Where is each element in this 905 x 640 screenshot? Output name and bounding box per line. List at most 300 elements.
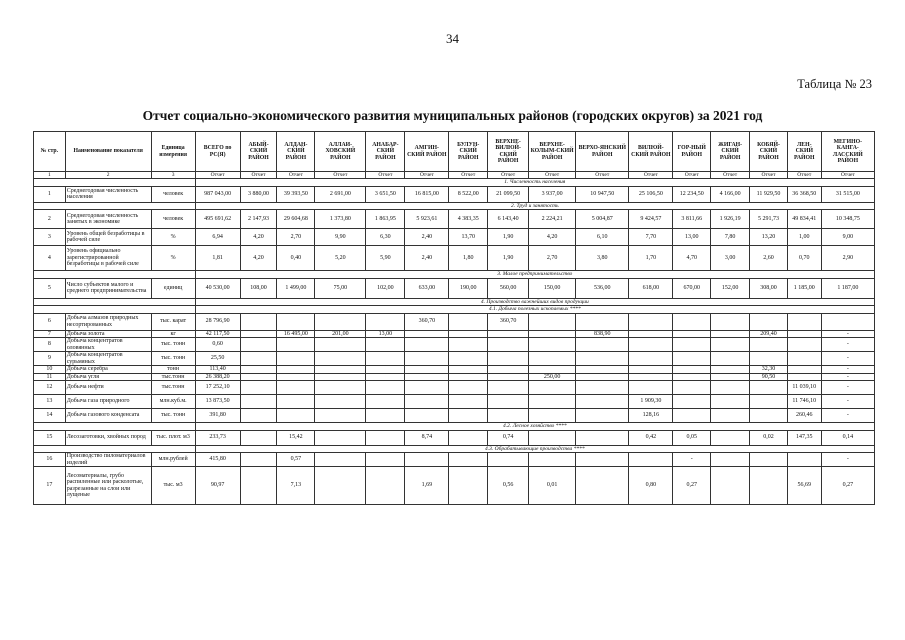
- value-cell: 2 224,21: [529, 210, 576, 229]
- value-cell: [529, 395, 576, 409]
- value-cell: [673, 373, 711, 381]
- column-subheader: Отчет: [711, 172, 750, 179]
- value-cell: [366, 467, 405, 505]
- indicator-name: Уровень общей безработицы в рабочей силе: [65, 229, 151, 246]
- indicator-name: Добыча нефти: [65, 381, 151, 395]
- column-subheader: 2: [65, 172, 151, 179]
- report-title: Отчет социально-экономического развития муниципальных районов (городских округов) за 2021 год: [142, 108, 763, 123]
- value-cell: [240, 352, 277, 366]
- value-cell: -: [821, 453, 874, 467]
- value-cell: [315, 366, 366, 374]
- value-cell: 3,00: [711, 246, 750, 271]
- row-number: 8: [34, 338, 66, 352]
- value-cell: [673, 313, 711, 330]
- value-cell: [315, 313, 366, 330]
- data-row: [34, 381, 875, 395]
- value-cell: [711, 366, 750, 374]
- indicator-name: Добыча серебра: [65, 366, 151, 374]
- value-cell: 26 388,20: [195, 373, 240, 381]
- value-cell: 90,50: [750, 373, 788, 381]
- value-cell: [576, 366, 629, 374]
- column-header: ЛЕН-СКИЙ РАЙОН: [787, 132, 821, 172]
- value-cell: 21 099,50: [488, 186, 529, 202]
- row-number: 12: [34, 381, 66, 395]
- value-cell: [449, 366, 488, 374]
- value-cell: 11 746,10: [787, 395, 821, 409]
- value-cell: [488, 381, 529, 395]
- row-number: 15: [34, 430, 66, 445]
- value-cell: 4,20: [240, 229, 277, 246]
- value-cell: 5 923,61: [405, 210, 449, 229]
- value-cell: [576, 395, 629, 409]
- value-cell: [449, 352, 488, 366]
- value-cell: 536,00: [576, 278, 629, 298]
- value-cell: 108,00: [240, 278, 277, 298]
- value-cell: 147,35: [787, 430, 821, 445]
- unit: тыс. м3: [151, 467, 195, 505]
- value-cell: [673, 409, 711, 423]
- value-cell: [240, 366, 277, 374]
- value-cell: [529, 338, 576, 352]
- row-number: 2: [34, 210, 66, 229]
- value-cell: [240, 453, 277, 467]
- value-cell: 2,70: [529, 246, 576, 271]
- indicator-name: Лесозаготовки, хвойных пород: [65, 430, 151, 445]
- value-cell: 0,02: [750, 430, 788, 445]
- value-cell: [240, 330, 277, 338]
- row-number: 10: [34, 366, 66, 374]
- column-subheader: Отчет: [277, 172, 315, 179]
- section-row: [34, 179, 875, 187]
- value-cell: 6 143,40: [488, 210, 529, 229]
- value-cell: [576, 381, 629, 395]
- value-cell: [277, 409, 315, 423]
- value-cell: [366, 352, 405, 366]
- value-cell: 128,16: [629, 409, 673, 423]
- value-cell: -: [821, 366, 874, 374]
- value-cell: 1 373,80: [315, 210, 366, 229]
- value-cell: [449, 467, 488, 505]
- value-cell: 90,97: [195, 467, 240, 505]
- value-cell: 2,40: [405, 229, 449, 246]
- value-cell: [366, 366, 405, 374]
- indicator-name: Производство пиломатериалов изделий: [65, 453, 151, 467]
- value-cell: 152,00: [711, 278, 750, 298]
- indicator-name: Среднегодовая численность занятых в экономике: [65, 210, 151, 229]
- value-cell: 1 499,00: [277, 278, 315, 298]
- value-cell: [449, 453, 488, 467]
- value-cell: [787, 453, 821, 467]
- value-cell: [711, 381, 750, 395]
- value-cell: [240, 381, 277, 395]
- value-cell: [449, 430, 488, 445]
- value-cell: [315, 430, 366, 445]
- value-cell: [366, 430, 405, 445]
- data-row: [34, 186, 875, 202]
- value-cell: -: [821, 381, 874, 395]
- section-title: 4.1. Добыча полезных ископаемых ****: [195, 306, 874, 314]
- value-cell: 13,20: [750, 229, 788, 246]
- value-cell: [315, 453, 366, 467]
- value-cell: [240, 313, 277, 330]
- row-number: 7: [34, 330, 66, 338]
- data-row: [34, 373, 875, 381]
- value-cell: 150,00: [529, 278, 576, 298]
- value-cell: 0,56: [488, 467, 529, 505]
- value-cell: 1,81: [195, 246, 240, 271]
- page-number: 34: [446, 31, 459, 46]
- section-title: 4. Производство важнейших видов продукции: [195, 298, 874, 306]
- column-subheader: Отчет: [750, 172, 788, 179]
- value-cell: [673, 338, 711, 352]
- value-cell: 16 815,00: [405, 186, 449, 202]
- section-title: 2. Труд и занятость: [195, 202, 874, 210]
- value-cell: [750, 313, 788, 330]
- unit: кг: [151, 330, 195, 338]
- value-cell: [488, 453, 529, 467]
- value-cell: [366, 381, 405, 395]
- data-row: [34, 338, 875, 352]
- section-row: [34, 271, 875, 279]
- value-cell: [240, 338, 277, 352]
- column-header: Единица измерения: [151, 132, 195, 172]
- indicator-name: Среднегодовая численность населения: [65, 186, 151, 202]
- column-header: МЕГИНО-КАНГА-ЛАССКИЙ РАЙОН: [821, 132, 874, 172]
- value-cell: 49 834,41: [787, 210, 821, 229]
- value-cell: [240, 430, 277, 445]
- value-cell: [711, 373, 750, 381]
- value-cell: 31 515,00: [821, 186, 874, 202]
- value-cell: 28 796,90: [195, 313, 240, 330]
- value-cell: [488, 366, 529, 374]
- value-cell: [576, 338, 629, 352]
- value-cell: -: [821, 395, 874, 409]
- value-cell: [629, 338, 673, 352]
- value-cell: 1,80: [449, 246, 488, 271]
- value-cell: 8,74: [405, 430, 449, 445]
- value-cell: 40 530,00: [195, 278, 240, 298]
- header-row: [34, 132, 875, 172]
- value-cell: -: [821, 373, 874, 381]
- column-subheader: Отчет: [366, 172, 405, 179]
- value-cell: 9,90: [315, 229, 366, 246]
- value-cell: 4,70: [673, 246, 711, 271]
- unit: тыс. тонн: [151, 409, 195, 423]
- data-row: [34, 210, 875, 229]
- report-table: [33, 131, 875, 505]
- unit: тыс.тонн: [151, 381, 195, 395]
- value-cell: [488, 352, 529, 366]
- column-subheader: Отчет: [240, 172, 277, 179]
- value-cell: [576, 430, 629, 445]
- column-subheader: Отчет: [673, 172, 711, 179]
- value-cell: 415,80: [195, 453, 240, 467]
- value-cell: 7,13: [277, 467, 315, 505]
- value-cell: [750, 381, 788, 395]
- value-cell: [277, 381, 315, 395]
- unit: тыс. тонн: [151, 352, 195, 366]
- value-cell: 12 234,50: [673, 186, 711, 202]
- value-cell: 0,01: [529, 467, 576, 505]
- value-cell: [711, 352, 750, 366]
- section-spacer: [34, 271, 196, 279]
- value-cell: 11 929,50: [750, 186, 788, 202]
- value-cell: [366, 338, 405, 352]
- value-cell: [576, 373, 629, 381]
- indicator-name: Число субъектов малого и среднего предпринимательства: [65, 278, 151, 298]
- value-cell: 391,80: [195, 409, 240, 423]
- value-cell: 11 039,10: [787, 381, 821, 395]
- value-cell: 13,00: [366, 330, 405, 338]
- value-cell: [673, 330, 711, 338]
- value-cell: 13,70: [449, 229, 488, 246]
- value-cell: 4 166,00: [711, 186, 750, 202]
- value-cell: [629, 313, 673, 330]
- unit: тонн: [151, 366, 195, 374]
- value-cell: 25 106,50: [629, 186, 673, 202]
- value-cell: [711, 430, 750, 445]
- value-cell: 56,69: [787, 467, 821, 505]
- column-header: АЛДАН-СКИЙ РАЙОН: [277, 132, 315, 172]
- section-row: [34, 423, 875, 431]
- value-cell: 1 926,19: [711, 210, 750, 229]
- section-title: 3. Малое предпринимательство: [195, 271, 874, 279]
- value-cell: [277, 338, 315, 352]
- indicator-name: Добыча угля: [65, 373, 151, 381]
- value-cell: 102,00: [366, 278, 405, 298]
- value-cell: 1 909,30: [629, 395, 673, 409]
- data-row: [34, 330, 875, 338]
- value-cell: [449, 395, 488, 409]
- value-cell: [488, 338, 529, 352]
- row-number: 4: [34, 246, 66, 271]
- column-header: ВИЛЮЙ-СКИЙ РАЙОН: [629, 132, 673, 172]
- value-cell: 9,00: [821, 229, 874, 246]
- value-cell: 0,42: [629, 430, 673, 445]
- value-cell: [315, 373, 366, 381]
- indicator-name: Лесоматериалы, грубо распиленные или расколотые, разрезанные на слои или лущеные: [65, 467, 151, 505]
- value-cell: 209,40: [750, 330, 788, 338]
- data-row: [34, 395, 875, 409]
- column-subheader: 1: [34, 172, 66, 179]
- value-cell: [277, 352, 315, 366]
- value-cell: 0,27: [673, 467, 711, 505]
- value-cell: [711, 467, 750, 505]
- value-cell: [673, 352, 711, 366]
- value-cell: 3 811,66: [673, 210, 711, 229]
- value-cell: [449, 330, 488, 338]
- section-spacer: [34, 306, 196, 314]
- value-cell: [405, 395, 449, 409]
- value-cell: 13 873,50: [195, 395, 240, 409]
- value-cell: -: [821, 352, 874, 366]
- value-cell: [750, 338, 788, 352]
- unit: млн.куб.м.: [151, 395, 195, 409]
- value-cell: [366, 395, 405, 409]
- value-cell: 7,70: [629, 229, 673, 246]
- value-cell: [449, 381, 488, 395]
- value-cell: -: [673, 453, 711, 467]
- unit: %: [151, 229, 195, 246]
- value-cell: [277, 366, 315, 374]
- column-subheader: Отчет: [529, 172, 576, 179]
- value-cell: 0,80: [629, 467, 673, 505]
- value-cell: [405, 352, 449, 366]
- value-cell: 233,73: [195, 430, 240, 445]
- indicator-name: Добыча газового конденсата: [65, 409, 151, 423]
- unit: %: [151, 246, 195, 271]
- value-cell: 8 522,00: [449, 186, 488, 202]
- indicator-name: Добыча концентратов сурьмяных: [65, 352, 151, 366]
- column-header: № стр.: [34, 132, 66, 172]
- value-cell: 0,40: [277, 246, 315, 271]
- value-cell: [787, 352, 821, 366]
- value-cell: [750, 453, 788, 467]
- value-cell: [673, 366, 711, 374]
- value-cell: [673, 381, 711, 395]
- column-subheader: Отчет: [405, 172, 449, 179]
- value-cell: [750, 467, 788, 505]
- column-header: АБЫЙ-СКИЙ РАЙОН: [240, 132, 277, 172]
- value-cell: 25,50: [195, 352, 240, 366]
- unit: тыс. плот. м3: [151, 430, 195, 445]
- column-header: ВСЕГО по РС(Я): [195, 132, 240, 172]
- value-cell: [529, 313, 576, 330]
- value-cell: [576, 313, 629, 330]
- section-spacer: [34, 423, 196, 431]
- row-number: 16: [34, 453, 66, 467]
- value-cell: 1,69: [405, 467, 449, 505]
- value-cell: 1,00: [787, 229, 821, 246]
- data-row: [34, 366, 875, 374]
- column-subheader: Отчет: [449, 172, 488, 179]
- value-cell: [277, 313, 315, 330]
- indicator-name: Добыча концентратов оловянных: [65, 338, 151, 352]
- value-cell: 17 252,10: [195, 381, 240, 395]
- value-cell: [277, 373, 315, 381]
- value-cell: [488, 373, 529, 381]
- section-row: [34, 306, 875, 314]
- value-cell: 42 117,50: [195, 330, 240, 338]
- value-cell: 2 147,93: [240, 210, 277, 229]
- value-cell: 360,70: [405, 313, 449, 330]
- value-cell: [787, 338, 821, 352]
- value-cell: 5,90: [366, 246, 405, 271]
- value-cell: 0,14: [821, 430, 874, 445]
- value-cell: 2 691,00: [315, 186, 366, 202]
- column-header: АНАБАР-СКИЙ РАЙОН: [366, 132, 405, 172]
- value-cell: [629, 373, 673, 381]
- value-cell: [366, 313, 405, 330]
- subheader-row: [34, 172, 875, 179]
- data-row: [34, 246, 875, 271]
- value-cell: [449, 338, 488, 352]
- value-cell: 0,05: [673, 430, 711, 445]
- value-cell: [405, 453, 449, 467]
- value-cell: 6,10: [576, 229, 629, 246]
- value-cell: 360,70: [488, 313, 529, 330]
- value-cell: [240, 395, 277, 409]
- row-number: 3: [34, 229, 66, 246]
- value-cell: 15,42: [277, 430, 315, 445]
- value-cell: 2,70: [277, 229, 315, 246]
- row-number: 1: [34, 186, 66, 202]
- value-cell: 29 604,68: [277, 210, 315, 229]
- indicator-name: Добыча алмазов природных несортированных: [65, 313, 151, 330]
- table-number: Таблица № 23: [797, 77, 872, 91]
- column-subheader: Отчет: [629, 172, 673, 179]
- row-number: 6: [34, 313, 66, 330]
- value-cell: [488, 330, 529, 338]
- value-cell: 5 291,73: [750, 210, 788, 229]
- value-cell: [750, 352, 788, 366]
- value-cell: [673, 395, 711, 409]
- value-cell: 4 383,35: [449, 210, 488, 229]
- value-cell: [405, 366, 449, 374]
- value-cell: 987 043,00: [195, 186, 240, 202]
- unit: человек: [151, 210, 195, 229]
- column-header: КОБЯЙ-СКИЙ РАЙОН: [750, 132, 788, 172]
- value-cell: [529, 381, 576, 395]
- value-cell: 1 187,00: [821, 278, 874, 298]
- value-cell: [529, 330, 576, 338]
- value-cell: [711, 395, 750, 409]
- column-header: Наименование показателя: [65, 132, 151, 172]
- value-cell: [629, 381, 673, 395]
- value-cell: [711, 453, 750, 467]
- section-row: [34, 298, 875, 306]
- column-header: ВЕРХО-ЯНСКИЙ РАЙОН: [576, 132, 629, 172]
- unit: единиц: [151, 278, 195, 298]
- value-cell: [787, 313, 821, 330]
- value-cell: 250,00: [529, 373, 576, 381]
- value-cell: 560,00: [488, 278, 529, 298]
- value-cell: 5,20: [315, 246, 366, 271]
- section-spacer: [34, 445, 196, 453]
- value-cell: 39 393,50: [277, 186, 315, 202]
- value-cell: 7,80: [711, 229, 750, 246]
- value-cell: 495 691,62: [195, 210, 240, 229]
- value-cell: [787, 330, 821, 338]
- column-header: ЖИГАН-СКИЙ РАЙОН: [711, 132, 750, 172]
- row-number: 11: [34, 373, 66, 381]
- value-cell: 16 495,00: [277, 330, 315, 338]
- unit: тыс. тонн: [151, 338, 195, 352]
- value-cell: 670,00: [673, 278, 711, 298]
- row-number: 14: [34, 409, 66, 423]
- value-cell: [629, 366, 673, 374]
- value-cell: 2,40: [405, 246, 449, 271]
- value-cell: [405, 409, 449, 423]
- column-subheader: Отчет: [576, 172, 629, 179]
- value-cell: 113,40: [195, 366, 240, 374]
- value-cell: [576, 467, 629, 505]
- value-cell: 838,90: [576, 330, 629, 338]
- column-subheader: Отчет: [195, 172, 240, 179]
- column-header: ВЕРХНЕ-КОЛЫМ-СКИЙ РАЙОН: [529, 132, 576, 172]
- value-cell: [405, 330, 449, 338]
- row-number: 13: [34, 395, 66, 409]
- value-cell: [576, 352, 629, 366]
- value-cell: 1 185,00: [787, 278, 821, 298]
- value-cell: [366, 373, 405, 381]
- row-number: 17: [34, 467, 66, 505]
- indicator-name: Добыча золота: [65, 330, 151, 338]
- column-header: АМГИН-СКИЙ РАЙОН: [405, 132, 449, 172]
- value-cell: 75,00: [315, 278, 366, 298]
- row-number: 5: [34, 278, 66, 298]
- value-cell: [576, 409, 629, 423]
